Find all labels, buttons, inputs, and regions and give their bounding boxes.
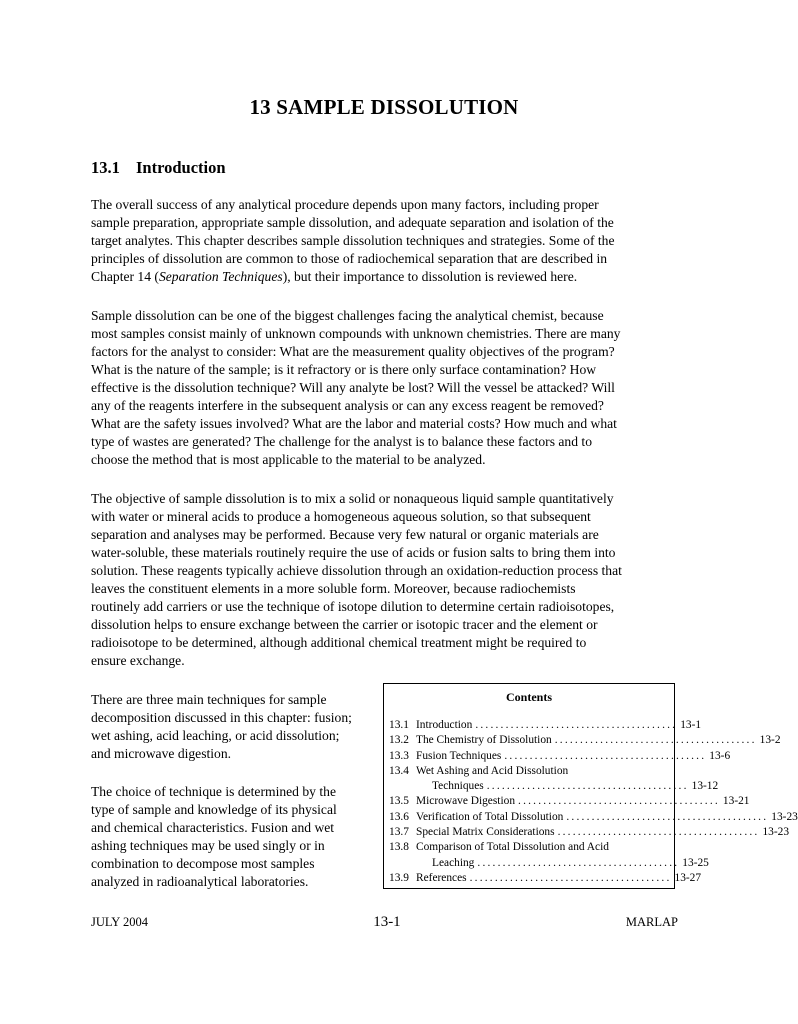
paragraph-techniques <box>91 691 381 763</box>
dot-leader: ........................................ <box>566 810 769 823</box>
paragraph-challenges <box>91 307 679 469</box>
footer-page-number: 13-1 <box>373 914 401 930</box>
entry-label: Leaching <box>432 856 475 869</box>
dot-leader: ........................................ <box>486 780 689 793</box>
text-line: The overall success of any analytical procedure depends upon many factors, including proper <box>91 197 599 212</box>
entry-page: 13-2 <box>759 734 781 747</box>
text-line: There are three main techniques for sample <box>91 692 327 707</box>
text-line: decomposition discussed in this chapter: fusion; <box>91 710 352 725</box>
entry-page: 13-23 <box>771 810 798 823</box>
dot-leader: ........................................ <box>469 871 672 884</box>
page-footer <box>91 914 678 931</box>
text-line: radioisotope to be determined, although additional chemical treatment might be required to <box>91 635 587 650</box>
contents-entry <box>389 749 731 764</box>
dot-leader: ........................................ <box>518 795 720 808</box>
paragraph-objective <box>91 490 679 670</box>
entry-label: Verification of Total Dissolution <box>416 810 564 823</box>
section-title: Introduction <box>136 158 226 177</box>
text-line: principles of dissolution are common to those of radiochemical separation that are described in <box>91 251 608 266</box>
entry-number: 13.8 <box>389 841 409 854</box>
text-line: What are the safety issues involved? What are the labor and material costs? How much and what <box>91 416 617 431</box>
entry-label: Microwave Digestion <box>416 795 516 808</box>
text-line: and chemical characteristics. Fusion and wet <box>91 820 335 835</box>
entry-number: 13.2 <box>389 734 409 747</box>
entry-page: 13-12 <box>691 780 719 793</box>
text-line: combination to decompose most samples <box>91 856 315 871</box>
dot-leader: ........................................ <box>504 749 707 762</box>
entry-number: 13.9 <box>389 871 409 884</box>
entry-label: Comparison of Total Dissolution and Acid <box>416 841 609 854</box>
footer-publication: MARLAP <box>625 915 678 929</box>
entry-number: 13.6 <box>389 810 409 823</box>
entry-label: Wet Ashing and Acid Dissolution <box>416 764 569 777</box>
section-number: 13.1 <box>91 158 120 177</box>
text-line: Sample dissolution can be one of the biggest challenges facing the analytical chemist, because <box>91 308 604 323</box>
paragraph-choice <box>91 783 381 891</box>
entry-page: 13-6 <box>709 749 731 762</box>
contents-entry <box>389 718 702 733</box>
contents-title: Contents <box>505 690 552 704</box>
contents-entry <box>389 794 750 809</box>
entry-page: 13-23 <box>762 826 790 839</box>
chapter-title: 13 SAMPLE DISSOLUTION <box>249 95 519 119</box>
dot-leader: ........................................ <box>554 734 757 747</box>
text-line: target analytes. This chapter describes sample dissolution techniques and strategies. Some of the <box>91 233 615 248</box>
entry-label: Introduction <box>416 719 473 731</box>
dot-leader: ........................................ <box>477 856 680 869</box>
text-line: sample preparation, appropriate sample dissolution, and adequate separation and isolation of the <box>91 215 614 230</box>
chapter-reference: Separation Techniques <box>158 269 283 284</box>
entry-page: 13-25 <box>682 856 709 869</box>
text-run: ), but their importance to dissolution is reviewed here. <box>282 269 578 284</box>
entry-label: References <box>416 871 467 884</box>
text-line: routinely add carriers or use the technique of isotope dilution to determine certain radioisotopes, <box>91 599 615 614</box>
entry-number: 13.1 <box>389 719 409 731</box>
text-line: analyzed in radioanalytical laboratories. <box>91 874 309 889</box>
entry-page: 13-1 <box>680 719 702 731</box>
text-line: dissolution helps to ensure exchange between the carrier or isotopic tracer and the element or <box>91 617 598 632</box>
contents-entry <box>389 764 719 795</box>
entry-label: Techniques <box>432 780 484 793</box>
contents-entry <box>389 733 781 748</box>
dot-leader: ........................................ <box>557 826 760 839</box>
paragraph-overview <box>91 196 679 286</box>
text-line: type of sample and knowledge of its physical <box>91 802 337 817</box>
entry-number: 13.7 <box>389 826 409 839</box>
footer-date: JULY 2004 <box>91 915 148 929</box>
text-run: Chapter 14 ( <box>91 269 159 284</box>
contents-entry <box>389 840 709 871</box>
text-line: ensure exchange. <box>91 653 185 668</box>
text-line: and microwave digestion. <box>91 746 232 761</box>
text-line: factors for the analyst to consider: What are the measurement quality objectives of the program? <box>91 344 615 359</box>
entry-label: The Chemistry of Dissolution <box>416 734 552 747</box>
contents-list <box>384 718 798 886</box>
text-line: any of the reagents interfere in the subsequent analysis or can any excess reagent be removed? <box>91 398 604 413</box>
text-line: solution. These reagents typically achieve dissolution through an oxidation-reduction process that <box>91 563 622 578</box>
text-line: with water or mineral acids to produce a homogeneous aqueous solution, so that subsequent <box>91 509 591 524</box>
entry-number: 13.3 <box>389 749 409 762</box>
contents-entry <box>389 810 798 825</box>
contents-entry <box>389 825 790 840</box>
text-line <box>91 268 679 286</box>
section-heading <box>91 158 226 178</box>
entry-number: 13.5 <box>389 795 409 808</box>
entry-label: Special Matrix Considerations <box>416 826 555 839</box>
entry-label: Fusion Techniques <box>416 749 502 762</box>
text-line: type of wastes are generated? The challenge for the analyst is to balance these factors and to <box>91 434 592 449</box>
text-line: separation and analyses may be performed. Because very few natural or organic materials are <box>91 527 599 542</box>
entry-page: 13-27 <box>674 871 702 884</box>
text-line: What is the nature of the sample; is it refractory or is there only surface contamination? How <box>91 362 597 377</box>
text-line: ashing techniques may be used singly or in <box>91 838 325 853</box>
text-line: wet ashing, acid leaching, or acid dissolution; <box>91 728 340 743</box>
text-line: water-soluble, these materials routinely require the use of acids or fusion salts to bring them into <box>91 545 616 560</box>
text-line: leaves the constituent elements in a more soluble form. Moreover, because radiochemists <box>91 581 576 596</box>
entry-page: 13-21 <box>722 795 750 808</box>
text-line: The objective of sample dissolution is to mix a solid or nonaqueous liquid sample quantitatively <box>91 491 614 506</box>
text-line: The choice of technique is determined by the <box>91 784 336 799</box>
entry-number: 13.4 <box>389 764 409 777</box>
text-line: most samples consist mainly of unknown compounds with unknown chemistries. There are many <box>91 326 621 341</box>
dot-leader: ........................................ <box>475 719 678 731</box>
contents-entry <box>389 871 702 886</box>
contents-box <box>383 683 798 889</box>
text-line: effective is the dissolution technique? Will any analyte be lost? Will the vessel be attacked? Will <box>91 380 615 395</box>
text-line: choose the method that is most applicable to the material to be analyzed. <box>91 452 486 467</box>
